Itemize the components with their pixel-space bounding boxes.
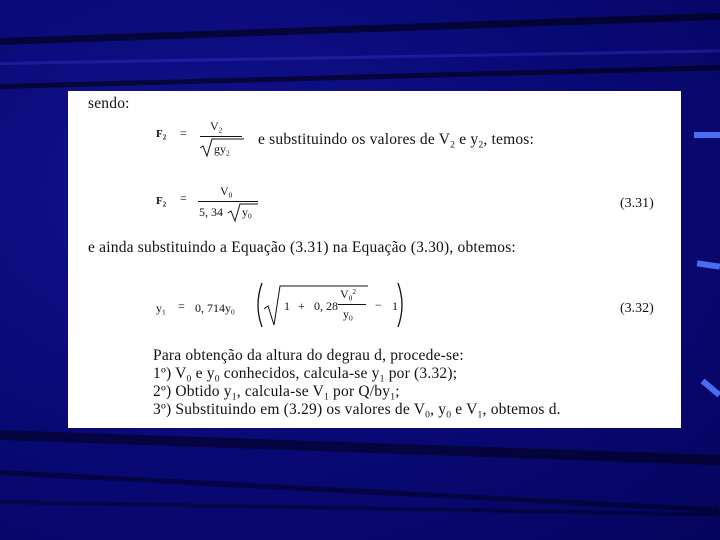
coefficient-028: 0, 28 — [314, 299, 338, 313]
equals-sign: = — [180, 126, 187, 140]
procedure-step-3: 3º) Substituindo em (3.29) os valores de $V_0$, $y_0$ e $V_1$, obtemos d. — [153, 401, 561, 421]
plus-sign: + — [298, 299, 305, 313]
accent-dash — [697, 260, 720, 269]
minus-sign: − — [375, 298, 382, 312]
denominator-coefficient: 5, 34 — [199, 205, 223, 219]
fraction-bar — [338, 304, 366, 305]
equation-number-3-31: (3.31) — [620, 196, 654, 211]
fraction-bar — [200, 136, 242, 137]
numerator-v2: $V_2$ — [210, 119, 223, 135]
accent-dash — [701, 379, 720, 398]
document-page — [68, 91, 681, 428]
text-substituindo: e substituindo os valores de $V_2$ e $y_2$, temos: — [258, 131, 535, 151]
equals-sign: = — [178, 299, 185, 313]
procedure-intro: Para obtenção da altura do degrau d, procede-se: — [153, 347, 464, 364]
fraction-bar — [198, 201, 258, 202]
froude-symbol: $F_2$ — [156, 128, 167, 142]
denominator-y0: $y_0$ — [343, 307, 353, 323]
accent-dash — [694, 132, 720, 138]
denominator-y0: $y_0$ — [242, 205, 252, 221]
equation-number-3-32: (3.32) — [620, 301, 654, 316]
coefficient-0714y0: 0, $714y_0$ — [195, 301, 235, 317]
term-one: 1 — [284, 299, 290, 313]
numerator-v0-squared: $V_0^2$ — [340, 287, 357, 303]
equals-sign: = — [180, 191, 187, 205]
label-sendo: sendo: — [88, 95, 130, 112]
y1-symbol: $y_1$ — [156, 301, 166, 317]
procedure-step-2: 2º) Obtido $y_1$, calcula-se $V_1$ por $Q/by_1$; — [153, 383, 400, 403]
numerator-v0: $V_0$ — [220, 184, 233, 200]
procedure-step-1: 1º) $V_0$ e $y_0$ conhecidos, calcula-se $y_1$ por (3.32); — [153, 365, 458, 385]
denominator-gy2: $gy_2$ — [214, 142, 230, 158]
text-ainda-substituindo: e ainda substituindo a Equação (3.31) na Equação (3.30), obtemos: — [88, 239, 516, 256]
froude-symbol: $F_2$ — [156, 195, 167, 209]
term-minus-one: 1 — [392, 299, 398, 313]
